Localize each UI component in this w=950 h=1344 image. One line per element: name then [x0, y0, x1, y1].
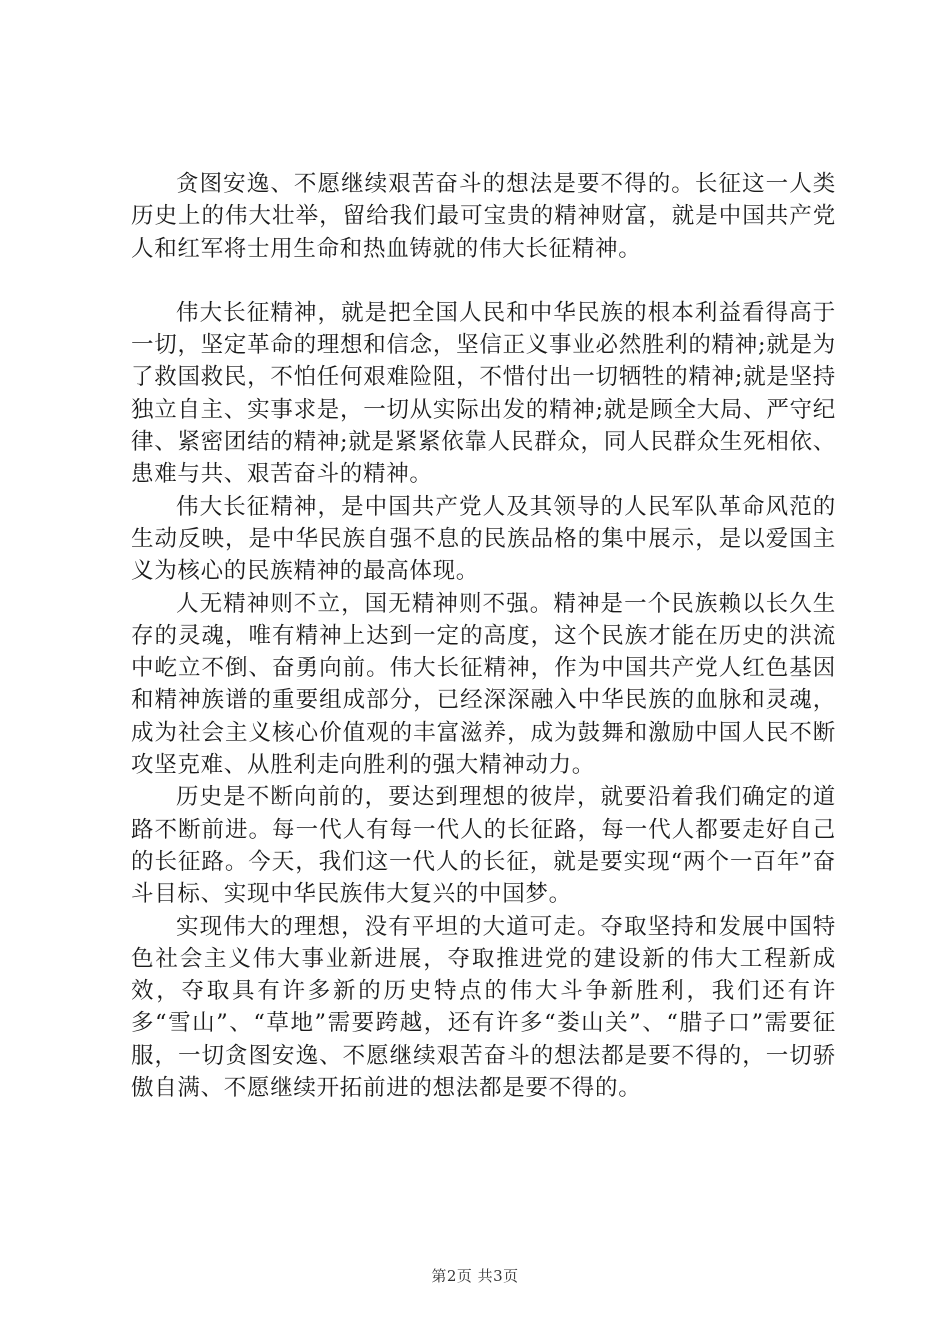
document-body	[131, 168, 836, 1104]
page-footer	[0, 1265, 950, 1286]
paragraph-6: 实现伟大的理想，没有平坦的大道可走。夺取坚持和发展中国特色社会主义伟大事业新进展，夺取推进党的建设新的伟大工程新成效，夺取具有许多新的历史特点的伟大斗争新胜利，我们还有许多“雪山”、“草地”需要跨越，还有许多“娄山关”、“腊子口”需要征服，一切贪图安逸、不愿继续艰苦奋斗的想法都是要不得的，一切骄傲自满、不愿继续开拓前进的想法都是要不得的。	[131, 913, 836, 1102]
page-number-label: 第2页 共3页	[431, 1267, 519, 1285]
paragraph-5: 历史是不断向前的，要达到理想的彼岸，就要沿着我们确定的道路不断前进。每一代人有每一代人的长征路，每一代人都要走好自己的长征路。今天，我们这一代人的长征，就是要实现“两个一百年”奋斗目标、实现中华民族伟大复兴的中国梦。	[131, 784, 836, 908]
paragraph-2: 伟大长征精神，就是把全国人民和中华民族的根本利益看得高于一切，坚定革命的理想和信念，坚信正义事业必然胜利的精神;就是为了救国救民，不怕任何艰难险阻，不惜付出一切牺牲的精神;就是坚持独立自主、实事求是，一切从实际出发的精神;就是顾全大局、严守纪律、紧密团结的精神;就是紧紧依靠人民群众，同人民群众生死相依、患难与共、艰苦奋斗的精神。	[131, 299, 836, 488]
paragraph-3: 伟大长征精神，是中国共产党人及其领导的人民军队革命风范的生动反映，是中华民族自强不息的民族品格的集中展示，是以爱国主义为核心的民族精神的最高体现。	[131, 493, 836, 585]
paragraph-4: 人无精神则不立，国无精神则不强。精神是一个民族赖以长久生存的灵魂，唯有精神上达到一定的高度，这个民族才能在历史的洪流中屹立不倒、奋勇向前。伟大长征精神，作为中国共产党人红色基因和精神族谱的重要组成部分，已经深深融入中华民族的血脉和灵魂，成为社会主义核心价值观的丰富滋养，成为鼓舞和激励中国人民不断攻坚克难、从胜利走向胜利的强大精神动力。	[131, 590, 836, 779]
paragraph-1: 贪图安逸、不愿继续艰苦奋斗的想法是要不得的。长征这一人类历史上的伟大壮举，留给我们最可宝贵的精神财富，就是中国共产党人和红军将士用生命和热血铸就的伟大长征精神。	[131, 171, 836, 262]
